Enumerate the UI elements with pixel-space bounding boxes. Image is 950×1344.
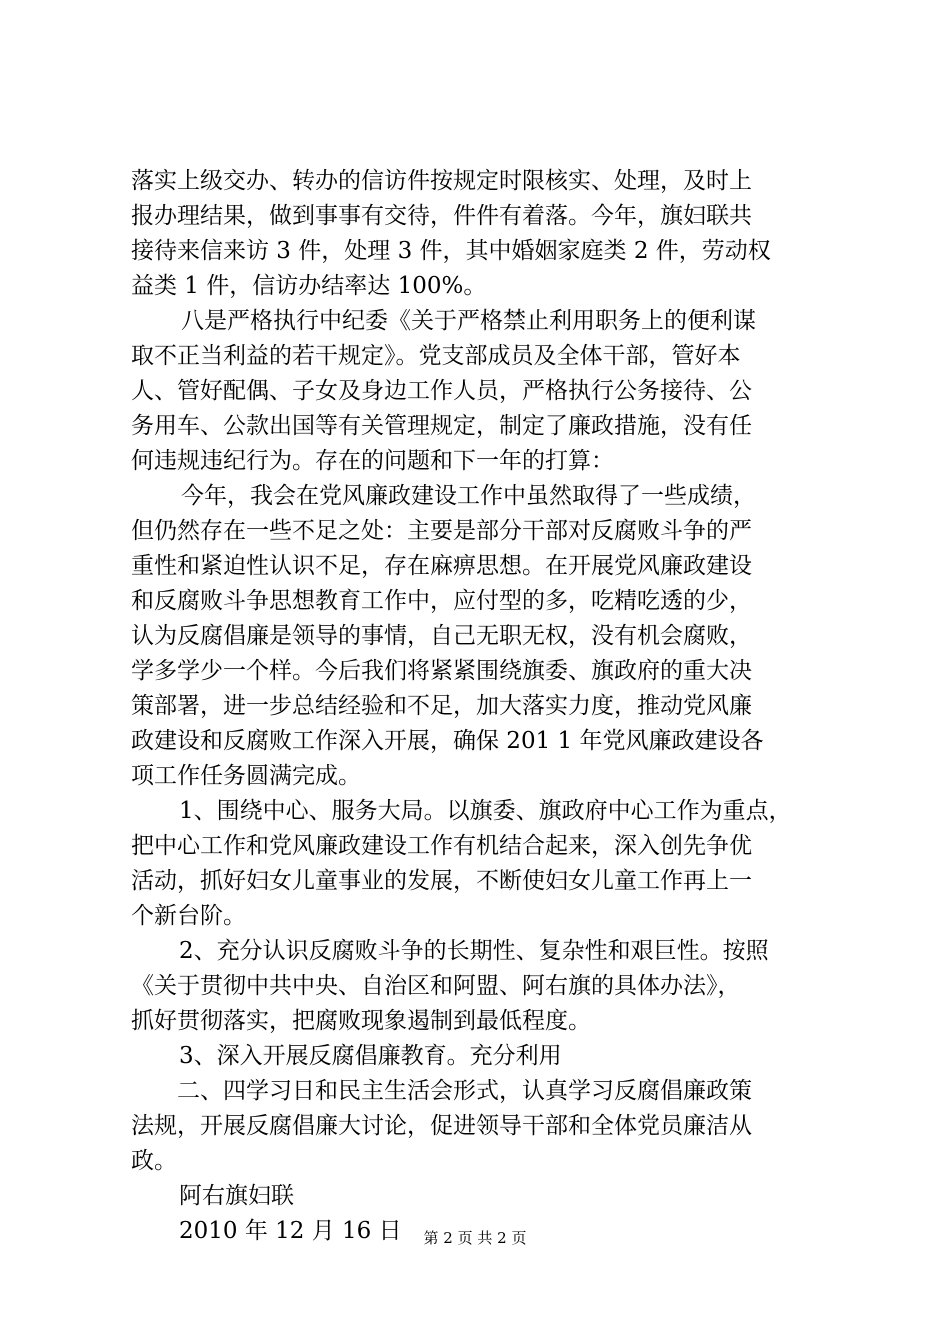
- text-line: 学多学少一个样。今后我们将紧紧围绕旗委、旗政府的重大决: [131, 658, 752, 684]
- text-line: 何违规违纪行为。存在的问题和下一年的打算：: [131, 448, 614, 474]
- list-item-2: 2、充分认识反腐败斗争的长期性、复杂性和艰巨性。按照: [179, 938, 769, 964]
- text-line: 但仍然存在一些不足之处：主要是部分干部对反腐败斗争的严: [131, 518, 752, 544]
- text-line: 务用车、公款出国等有关管理规定，制定了廉政措施，没有任: [131, 413, 752, 439]
- text-line: 认为反腐倡廉是领导的事情，自己无职无权，没有机会腐败，: [131, 623, 752, 649]
- text-line: 取不正当利益的若干规定》。党支部成员及全体干部，管好本: [131, 343, 741, 369]
- paragraph-first-line: 二、四学习日和民主生活会形式，认真学习反腐倡廉政策: [177, 1078, 752, 1104]
- document-body: [131, 164, 831, 1249]
- page-number-footer: 第 2 页 共 2 页: [423, 1229, 527, 1247]
- text-line: 策部署，进一步总结经验和不足，加大落实力度，推动党风廉: [131, 693, 752, 719]
- text-line: 人、管好配偶、子女及身边工作人员，严格执行公务接待、公: [131, 378, 752, 404]
- signature-date: 2010 年 12 月 16 日: [179, 1218, 402, 1244]
- text-line: 报办理结果，做到事事有交待，件件有着落。今年，旗妇联共: [131, 203, 752, 229]
- text-line: 活动，抓好妇女儿童事业的发展，不断使妇女儿童工作再上一: [131, 868, 752, 894]
- text-line: 政。: [131, 1148, 177, 1174]
- paragraph-first-line: 八是严格执行中纪委《关于严格禁止利用职务上的便利谋: [181, 308, 756, 334]
- signature-organization: 阿右旗妇联: [179, 1183, 294, 1209]
- text-line: 法规，开展反腐倡廉大讨论，促进领导干部和全体党员廉洁从: [131, 1113, 752, 1139]
- text-line: 抓好贯彻落实，把腐败现象遏制到最低程度。: [131, 1008, 591, 1034]
- text-line: 和反腐败斗争思想教育工作中，应付型的多，吃精吃透的少，: [131, 588, 752, 614]
- paragraph-first-line: 今年，我会在党风廉政建设工作中虽然取得了一些成绩，: [181, 483, 756, 509]
- text-line: 落实上级交办、转办的信访件按规定时限核实、处理，及时上: [131, 168, 752, 194]
- text-line: 益类 1 件，信访办结率达 100%。: [131, 273, 487, 299]
- text-line: 重性和紧迫性认识不足，存在麻痹思想。在开展党风廉政建设: [131, 553, 752, 579]
- text-line: 把中心工作和党风廉政建设工作有机结合起来，深入创先争优: [131, 833, 752, 859]
- text-line: 个新台阶。: [131, 903, 246, 929]
- list-item-1: 1、围绕中心、服务大局。以旗委、旗政府中心工作为重点，: [179, 798, 792, 824]
- text-line: 政建设和反腐败工作深入开展，确保 201 1 年党风廉政建设各: [131, 728, 764, 754]
- text-line: 接待来信来访 3 件，处理 3 件，其中婚姻家庭类 2 件，劳动权: [131, 238, 771, 264]
- list-item-3: 3、深入开展反腐倡廉教育。充分利用: [179, 1043, 562, 1069]
- text-line: 项工作任务圆满完成。: [131, 763, 361, 789]
- text-line: 《关于贯彻中共中央、自治区和阿盟、阿右旗的具体办法》，: [131, 973, 741, 999]
